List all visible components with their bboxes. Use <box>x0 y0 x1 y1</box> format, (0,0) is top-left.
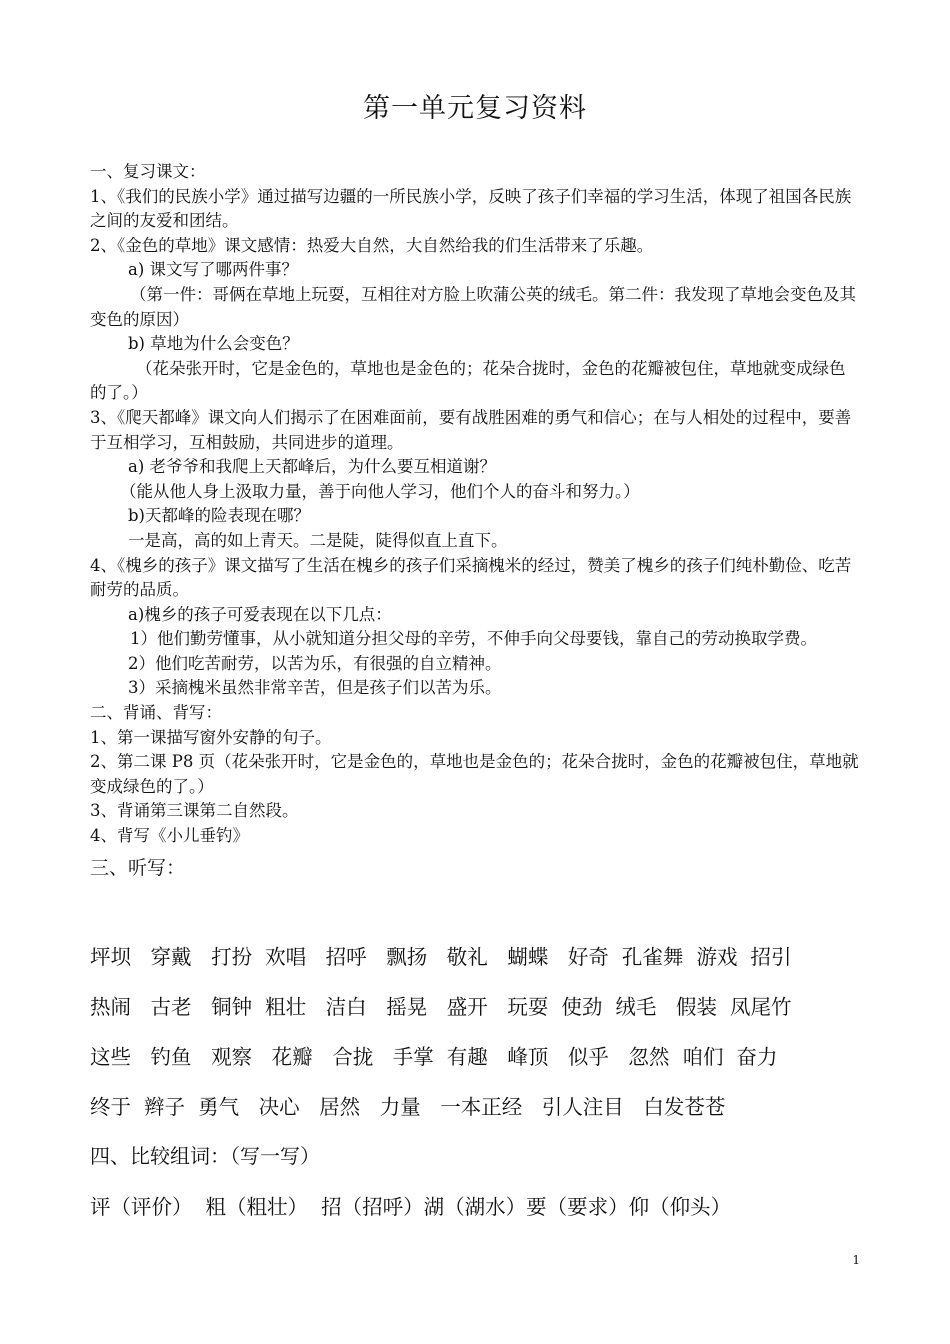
sec1-item-2a: a) 课文写了哪两件事？ <box>128 260 299 280</box>
dictation-row-2: 热闹 古老 铜钟 粗壮 洁白 摇晃 盛开 玩耍 使劲 绒毛 假装 凤尾竹 <box>90 995 792 1019</box>
sec2-item-1: 1、第一课描写窗外安静的句子。 <box>90 727 332 747</box>
sec2-item-3: 3、背诵第三课第二自然段。 <box>90 801 299 821</box>
sec1-item-2b-answer: （花朵张开时，它是金色的，草地也是金色的；花朵合拢时，金色的花瓣被包住，草地就变成绿色的了。） <box>90 358 846 403</box>
page-title: 第一单元复习资料 <box>363 93 587 124</box>
sec1-item-4a-3: 3）采摘槐米虽然非常辛苦，但是孩子们以苦为乐。 <box>128 678 502 698</box>
section-1-heading: 一、复习课文： <box>90 162 206 181</box>
section-4-heading: 四、比较组词：（写一写） <box>90 1144 320 1168</box>
sec1-item-4: 4、《槐乡的孩子》课文描写了生活在槐乡的孩子们采摘槐米的经过，赞美了槐乡的孩子们纯朴勤俭、吃苦耐劳的品质。 <box>90 555 852 600</box>
content-body <box>90 160 860 883</box>
section-3-heading: 三、听写： <box>90 856 186 879</box>
dictation-row-1: 坪坝 穿戴 打扮 欢唱 招呼 飘扬 敬礼 蝴蝶 好奇 孔雀舞 游戏 招引 <box>90 945 792 969</box>
sec2-item-4: 4、背写《小儿垂钓》 <box>90 826 249 846</box>
sec1-item-3a: a) 老爷爷和我爬上天都峰后，为什么要互相道谢？ <box>128 457 497 477</box>
sec1-item-4a-2: 2）他们吃苦耐劳，以苦为乐，有很强的自立精神。 <box>128 653 502 673</box>
sec1-item-3b: b)天都峰的险表现在哪？ <box>128 506 310 526</box>
sec1-item-3: 3、《爬天都峰》课文向人们揭示了在困难面前，要有战胜困难的勇气和信心；在与人相处的过程中，要善于互相学习，互相鼓励，共同进步的道理。 <box>90 407 852 452</box>
section-2-heading: 二、背诵、背写： <box>90 703 222 723</box>
sec1-item-2b: b) 草地为什么会变色？ <box>128 334 299 354</box>
sec1-item-1: 1、《我们的民族小学》通过描写边疆的一所民族小学，反映了孩子们幸福的学习生活，体现了祖国各民族之间的友爱和团结。 <box>90 186 852 231</box>
sec2-item-2: 2、第二课 P8 页（花朵张开时，它是金色的，草地也是金色的；花朵合拢时，金色的花瓣被包住，草地就变成绿色的了。） <box>90 752 859 796</box>
sec1-item-4a-1: 1）他们勤劳懂事，从小就知道分担父母的辛劳，不伸手向父母要钱，靠自己的劳动换取学费。 <box>130 629 817 649</box>
page-number: 1 <box>852 1253 860 1267</box>
dictation-row-4: 终于 辫子 勇气 决心 居然 力量 一本正经 引人注目 白发苍苍 <box>90 1095 726 1119</box>
sec1-item-3a-answer: （能从他人身上汲取力量，善于向他人学习，他们个人的奋斗和努力。） <box>120 481 640 501</box>
sec1-item-2: 2、《金色的草地》课文感情：热爱大自然，大自然给我的们生活带来了乐趣。 <box>90 235 654 255</box>
sec1-item-3b-answer: 一是高，高的如上青天。二是陡，陡得似直上直下。 <box>128 530 508 550</box>
compare-words-row: 评（评价） 粗（粗壮） 招（招呼）湖（湖水）要（要求）仰（仰头） <box>90 1195 732 1219</box>
dictation-row-3: 这些 钓鱼 观察 花瓣 合拢 手掌 有趣 峰顶 似乎 忽然 咱们 奋力 <box>90 1045 778 1069</box>
sec1-item-4a: a)槐乡的孩子可爱表现在以下几点： <box>128 604 392 624</box>
sec1-item-2a-answer: （第一件：哥俩在草地上玩耍，互相往对方脸上吹蒲公英的绒毛。第二件：我发现了草地会变色及其变色的原因） <box>90 284 856 329</box>
